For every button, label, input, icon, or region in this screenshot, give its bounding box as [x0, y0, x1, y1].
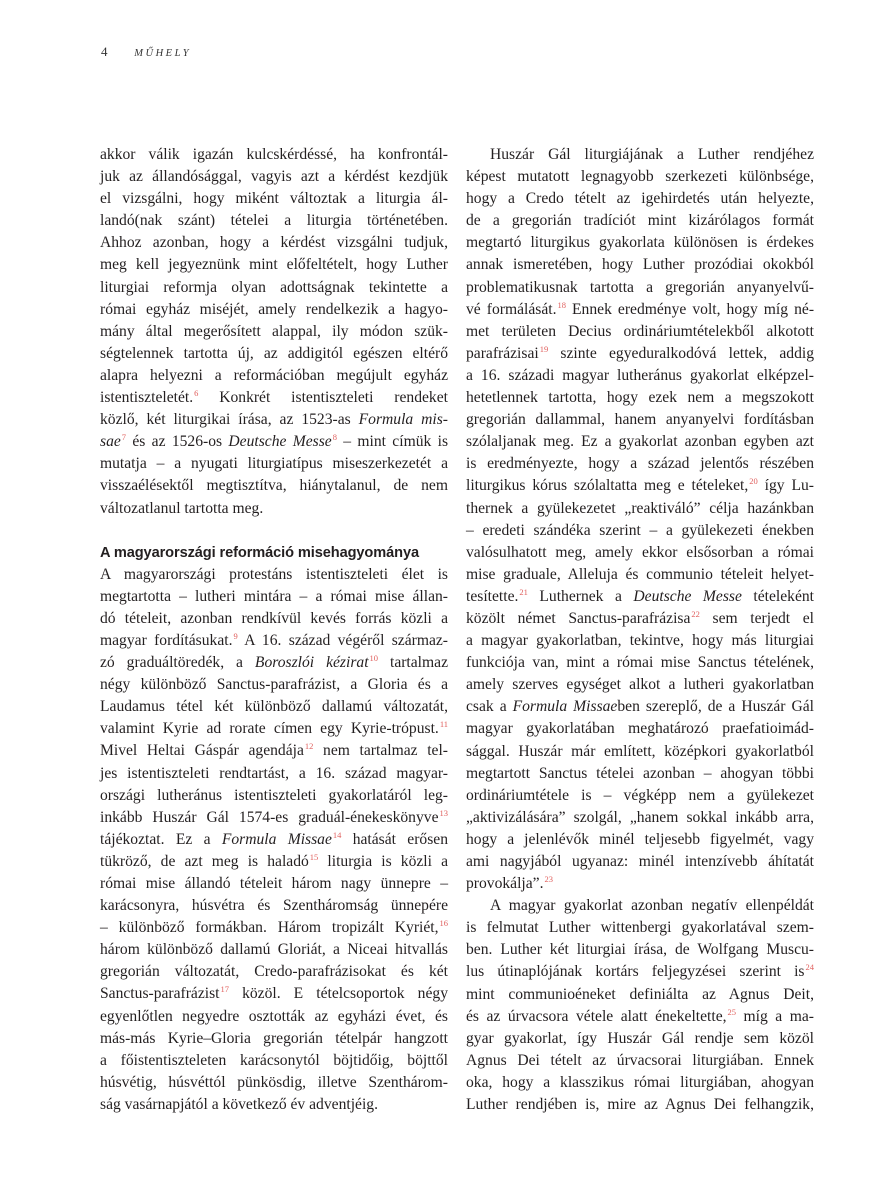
italic-title: Deutsche Messe	[633, 587, 742, 605]
text-line: gyar gyakorlat, így Huszár Gál rendje sem közöl	[466, 1029, 814, 1047]
text-line: meg kell jegyeznünk mint előfeltételt, hogy Luther	[100, 256, 448, 274]
text-line: négy különböző Sanctus-parafrázist, a Gloria és a	[100, 676, 448, 694]
text-line: és az úrvacsora vétele alatt énekeltette,$^{25}$ míg a ma-	[466, 1006, 814, 1025]
text-line: a 16. századi magyar lutheránus gyakorlat elképzel-	[466, 366, 814, 384]
text-line: hogy a Credo tételt az igehirdetés után helyezte,	[466, 190, 814, 208]
text-line: tesítette.$^{21}$ Luthernek a Deutsche Messe tételeként	[466, 586, 814, 605]
text-line: landó(nak szánt) tételei a liturgia történetében.	[100, 212, 448, 230]
text-line: dó tételeit, azonban rendkívül kevés forrás közli a	[100, 609, 448, 627]
text-line: Agnus Dei tételt az úrvacsorai liturgiában. Ennek	[466, 1051, 814, 1069]
footnote-reference[interactable]: 17	[220, 984, 229, 995]
text-line: római mise állandó tételeit három nagy ünnepre –	[100, 875, 448, 892]
text-line: gregorián dallammal, hanem anyanyelvi fordításban	[466, 411, 814, 429]
text-line: közölt német Sanctus-parafrázisa$^{22}$ sem terjedt el	[466, 608, 814, 627]
intro-paragraph	[100, 144, 448, 520]
text-line: el vizsgálni, hogy miként változtak a liturgia ál-	[100, 190, 448, 208]
footnote-reference[interactable]: 20	[749, 476, 758, 487]
text-line: ami nagyjából ugyanaz: minél intenzívebb áhítatát	[466, 853, 814, 870]
text-line: Mivel Heltai Gáspár agendája$^{12}$ nem tartalmaz tel-	[100, 741, 448, 760]
text-line: funkciója van, mint a római mise Sanctus tételének,	[466, 654, 814, 672]
text-line: csak a Formula Missaeben szereplő, de a Huszár Gál	[466, 698, 814, 716]
text-line: változatlanul tartotta meg.	[100, 499, 264, 517]
text-line: de a gregorián tradíciót mint kizárólagos formát	[466, 212, 814, 230]
text-line: mutatja – a nyugati liturgiatípus miseszerkezetét a	[100, 455, 448, 473]
footnote-reference[interactable]: 15	[309, 851, 319, 862]
footnote-reference[interactable]: 12	[304, 741, 314, 752]
text-line: három különböző dallamú Gloriát, a Niceai hitvallás	[100, 941, 448, 959]
text-line: magyar fordításukat.$^9$ A 16. század végéről származ-	[100, 630, 448, 649]
footnote-reference[interactable]: 23	[544, 874, 554, 885]
text-line: valamint Kyrie ad rorate címen egy Kyrie-trópust.$^{11}$	[100, 719, 448, 738]
text-line: ségtelennek tartotta új, az addigitól egészen eltérő	[100, 344, 448, 362]
text-line: megtartó liturgikus gyakorlata különösen is érdekes	[466, 234, 814, 252]
text-line: istentiszteletét.$^6$ Konkrét istentiszteleti rendeket	[100, 388, 448, 407]
footnote-reference[interactable]: 11	[439, 719, 448, 730]
text-line: met területen Decius ordináriumtételekből alkotott	[466, 322, 814, 340]
text-line: valósulhatott meg, amely ekkor elsősorban a római	[466, 543, 814, 561]
text-line: thernek a gyülekezetet „reaktiváló” célja hazánkban	[466, 499, 814, 517]
footnote-reference[interactable]: 22	[691, 608, 700, 619]
footnote-reference[interactable]: 21	[519, 586, 528, 597]
text-line: jes istentiszteleti rendtartást, a 16. század magyar-	[100, 764, 448, 782]
text-line: zó graduáltöredék, a Boroszlói kézirat$^{10}$ tartalmaz	[100, 653, 448, 672]
running-head	[101, 44, 191, 60]
text-line: hetetlennek tartotta, hogy ezek nem a megszokott	[466, 389, 814, 407]
text-line: közlő, két liturgikai írása, az 1523-as Formula mis-	[100, 411, 448, 429]
text-line: problematikusnak tartotta a gregorián anyanyelvű-	[466, 278, 814, 296]
text-line: Luther rendjében is, mire az Agnus Dei felhangzik,	[466, 1096, 814, 1114]
section-title: MŰHELY	[134, 48, 192, 59]
text-line: országi lutheránus istentiszteleti gyakorlatáról leg-	[100, 786, 448, 804]
footnote-reference[interactable]: 19	[539, 343, 549, 354]
section-gap	[100, 520, 448, 542]
text-line: is felmutat Luther wittenbergi gyakorlatával szem-	[466, 919, 814, 937]
text-line: alapra helyezni a reformációban megújult egyház	[100, 366, 448, 384]
text-line: magyar gyakorlatában meghatározó praefatioimád-	[466, 720, 814, 738]
text-line: ordináriumtétele is – végképp nem a gyülekezet	[466, 786, 814, 804]
text-line: juk az állandósággal, vagyis azt a kérdést kezdjük	[100, 168, 448, 186]
text-line: provokálja”.$^{23}$	[466, 874, 554, 893]
right-column	[466, 144, 814, 1116]
text-line: liturgiai reformja olyan adottságnak tekintette a	[100, 278, 448, 296]
footnote-reference[interactable]: 10	[369, 653, 379, 664]
text-line: más-más Kyrie–Gloria gregorián tételpár hangzott	[100, 1029, 448, 1047]
text-line: Laudamus tétel két különböző dallamú változatát,	[100, 698, 448, 716]
text-line: sae$^7$ és az 1526-os Deutsche Messe$^8$ – mint címük is	[100, 432, 449, 451]
text-line: liturgikus kórus szólaltatta meg e tételeket,$^{20}$ így Lu-	[466, 476, 814, 495]
text-line: Huszár Gál liturgiájának a Luther rendjéhez	[490, 146, 814, 163]
text-line: – eredeti szándéka szerint – a gyülekezeti énekben	[466, 521, 814, 539]
text-line: amely szerves egységet alkot a lutheri gyakorlatban	[466, 676, 814, 694]
text-line: karácsonyra, húsvétra és Szentháromság ünnepére	[100, 897, 448, 915]
text-line: mint communioéneket definiálta az Agnus Deit,	[466, 985, 814, 1003]
text-line: tájékoztat. Ez a Formula Missae$^{14}$ hatását erősen	[100, 829, 449, 848]
text-line: sággal. Huszár már említett, középkori gyakorlatból	[466, 742, 814, 760]
text-line: vé formálását.$^{18}$ Ennek eredménye volt, hogy míg né-	[466, 299, 815, 318]
text-line: – különböző formákban. Három tropizált Kyriét,$^{16}$	[100, 918, 448, 937]
text-line: „aktivizálására” szolgál, „hanem sokkal inkább arra,	[466, 808, 814, 826]
text-line: ben. Luther két liturgiai írása, de Wolfgang Muscu-	[466, 941, 814, 959]
footnote-reference[interactable]: 9	[233, 630, 238, 641]
footnote-reference[interactable]: 13	[439, 807, 448, 818]
italic-title: Formula Missae	[221, 830, 332, 848]
text-line: a főistentiszteleten karácsonytól böjtidőig, böjttől	[100, 1051, 448, 1069]
footnote-reference[interactable]: 24	[805, 962, 814, 973]
text-line: hogy a jelenlévők minél teljesebb figyelmét, vagy	[466, 830, 814, 848]
text-line: mány által megerősített alappal, ily módon szük-	[100, 322, 448, 340]
text-line: visszaélésektől megtisztítva, hiánytalanul, de nem	[100, 477, 448, 495]
text-line: annak ismeretében, hogy Luther prozódiai okokból	[466, 256, 814, 274]
text-line: ság vasárnapjától a következő év adventjéig.	[100, 1095, 378, 1113]
text-line: mise graduale, Alleluja és communio tételeit helyet-	[466, 565, 814, 583]
text-line: lus útinaplójának kortárs feljegyzései szerint is$^{24}$	[466, 962, 814, 981]
text-line: megtartott Sanctus tételei azonban – ahogyan többi	[466, 764, 814, 782]
text-line: római egyház miséjét, amely rendelkezik a hagyo-	[100, 300, 448, 318]
text-line: parafrázisai$^{19}$ szinte egyeduralkodóvá lettek, addig	[466, 343, 814, 362]
page-number: 4	[101, 44, 108, 59]
footnote-reference[interactable]: 16	[439, 918, 448, 929]
italic-title: Deutsche Messe	[228, 433, 332, 451]
italic-title: Boroszlói kézirat	[254, 654, 369, 672]
text-line: is eredményezte, hogy a század jelentős részében	[466, 455, 814, 473]
text-line: Sanctus-parafrázist$^{17}$ közöl. E tételcsoportok négy	[100, 984, 448, 1003]
italic-title: sae	[100, 433, 121, 451]
footnote-reference[interactable]: 8	[332, 432, 337, 443]
text-line: húsvétig, húsvéttól pünkösdig, illetve Szenthárom-	[100, 1073, 448, 1091]
italic-title: Formula Missae	[512, 698, 618, 716]
text-line: egyenlőtlen negyedre osztották az egyházi évet, és	[100, 1007, 448, 1025]
text-line: megtartotta – lutheri mintára – a római mise állan-	[100, 587, 448, 605]
italic-title: Formula mis-	[358, 411, 448, 429]
text-line: gregorián változatát, Credo-parafrázisokat és két	[100, 963, 448, 981]
footnote-reference[interactable]: 6	[194, 388, 199, 399]
text-line: Ahhoz azonban, hogy a kérdést vizsgálni tudjuk,	[100, 234, 448, 252]
footnote-reference[interactable]: 25	[727, 1006, 737, 1017]
text-line: akkor válik igazán kulcskérdéssé, ha konfrontál-	[100, 146, 448, 163]
section-heading: A magyarországi reformáció misehagyománya	[100, 544, 419, 561]
text-line: képest mutatott legnagyobb szerkezeti különbsége,	[466, 168, 814, 186]
text-line: szólaljanak meg. Ez a gyakorlat azonban egyben azt	[466, 433, 814, 451]
left-column	[100, 144, 448, 1116]
text-line: inkább Huszár Gál 1574-es graduál-énekeskönyve$^{13}$	[100, 807, 448, 826]
footnote-reference[interactable]: 18	[557, 299, 566, 310]
footnote-reference[interactable]: 14	[332, 829, 342, 840]
section-paragraph	[100, 564, 448, 1116]
text-line: a magyar gyakorlatban, tekintve, hogy más liturgiai	[466, 632, 814, 650]
text-line: A magyar gyakorlat azonban negatív ellenpéldát	[490, 897, 814, 915]
footnote-reference[interactable]: 7	[121, 432, 127, 443]
text-line: oka, hogy a klasszikus római liturgiában, ahogyan	[466, 1073, 814, 1091]
text-line: tükröző, de azt meg is haladó$^{15}$ liturgia is közli a	[100, 851, 448, 870]
right-paragraphs	[466, 144, 814, 1116]
text-line: A magyarországi protestáns istentiszteleti élet is	[100, 565, 448, 583]
